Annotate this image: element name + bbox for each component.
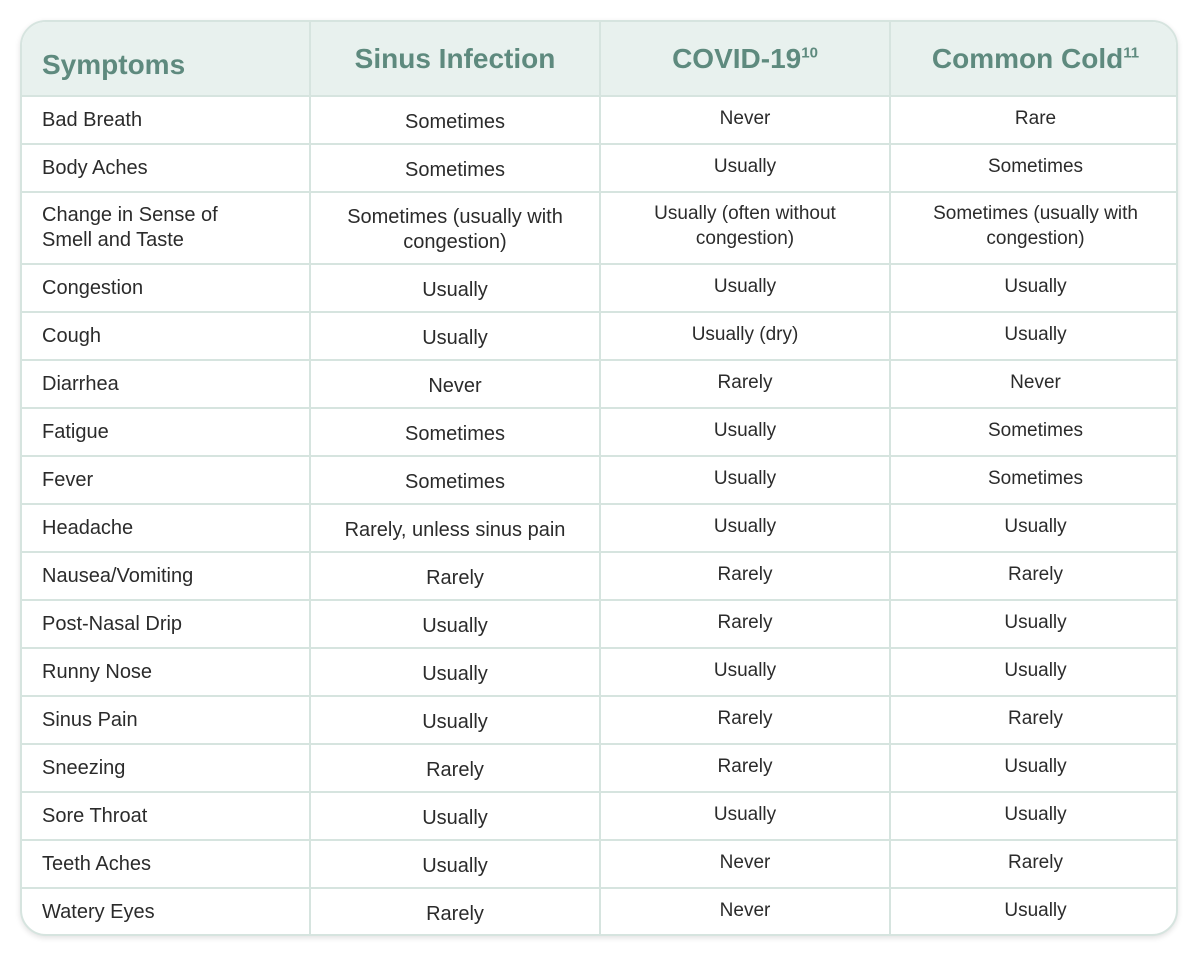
common-cold-cell: Usually [890, 312, 1178, 360]
table-row [22, 552, 1178, 600]
sinus-infection-cell: Usually [310, 840, 600, 888]
covid-cell: Rarely [600, 744, 890, 792]
common-cold-cell: Usually [890, 600, 1178, 648]
covid-cell: Usually [600, 144, 890, 192]
sinus-infection-cell: Usually [310, 264, 600, 312]
covid-cell: Usually (dry) [600, 312, 890, 360]
table-row [22, 792, 1178, 840]
header-cold-label: Common Cold [931, 42, 1124, 74]
sinus-infection-cell: Sometimes [310, 96, 600, 144]
sinus-infection-cell: Never [310, 360, 600, 408]
table-row [22, 96, 1178, 144]
table-row [22, 144, 1178, 192]
sinus-infection-cell: Sometimes [310, 408, 600, 456]
table-row [22, 888, 1178, 936]
header-sinus-infection [310, 22, 600, 96]
table-row [22, 360, 1178, 408]
common-cold-cell: Rarely [890, 552, 1178, 600]
common-cold-cell: Never [890, 360, 1178, 408]
common-cold-cell: Usually [890, 792, 1178, 840]
symptom-cell: Nausea/Vomiting [22, 552, 310, 600]
covid-cell: Usually [600, 792, 890, 840]
symptom-cell: Diarrhea [22, 360, 310, 408]
sinus-infection-cell: Usually [310, 648, 600, 696]
covid-cell: Usually [600, 504, 890, 552]
header-covid [600, 22, 890, 96]
covid-cell: Usually (often without congestion) [600, 192, 890, 264]
table-row [22, 192, 1178, 264]
sinus-infection-cell: Usually [310, 312, 600, 360]
sinus-infection-cell: Rarely [310, 552, 600, 600]
table-row [22, 600, 1178, 648]
covid-cell: Usually [600, 456, 890, 504]
symptom-cell: Bad Breath [22, 96, 310, 144]
covid-cell: Never [600, 888, 890, 936]
table-row [22, 264, 1178, 312]
sinus-infection-cell: Sometimes [310, 456, 600, 504]
sinus-infection-cell: Usually [310, 600, 600, 648]
header-covid-label: COVID-19 [672, 42, 802, 74]
sinus-infection-cell: Usually [310, 792, 600, 840]
table-row [22, 408, 1178, 456]
common-cold-cell: Usually [890, 648, 1178, 696]
symptom-cell: Cough [22, 312, 310, 360]
cold-reference: 11 [1123, 44, 1140, 62]
sinus-infection-cell: Rarely [310, 888, 600, 936]
header-row [22, 22, 1178, 96]
covid-cell: Rarely [600, 360, 890, 408]
symptom-cell: Fever [22, 456, 310, 504]
common-cold-cell: Usually [890, 744, 1178, 792]
table-header [22, 22, 1178, 96]
covid-reference: 10 [801, 44, 818, 62]
covid-cell: Rarely [600, 696, 890, 744]
common-cold-cell: Rare [890, 96, 1178, 144]
symptom-cell: Runny Nose [22, 648, 310, 696]
sinus-infection-cell: Rarely [310, 744, 600, 792]
symptom-cell: Post-Nasal Drip [22, 600, 310, 648]
table-row [22, 744, 1178, 792]
symptom-cell: Body Aches [22, 144, 310, 192]
common-cold-cell: Sometimes [890, 144, 1178, 192]
sinus-infection-cell: Sometimes (usually with congestion) [310, 192, 600, 264]
table-row [22, 840, 1178, 888]
common-cold-cell: Rarely [890, 696, 1178, 744]
covid-cell: Usually [600, 648, 890, 696]
header-symptoms [22, 22, 310, 96]
symptom-comparison-table [22, 22, 1178, 936]
symptom-cell: Sneezing [22, 744, 310, 792]
symptom-comparison-card [20, 20, 1178, 936]
common-cold-cell: Usually [890, 504, 1178, 552]
header-symptoms-label: Symptoms [42, 48, 186, 80]
header-common-cold [890, 22, 1178, 96]
symptom-cell: Teeth Aches [22, 840, 310, 888]
covid-cell: Rarely [600, 552, 890, 600]
symptom-cell: Fatigue [22, 408, 310, 456]
table-row [22, 696, 1178, 744]
covid-cell: Never [600, 840, 890, 888]
common-cold-cell: Sometimes [890, 408, 1178, 456]
common-cold-cell: Rarely [890, 840, 1178, 888]
common-cold-cell: Usually [890, 264, 1178, 312]
covid-cell: Usually [600, 264, 890, 312]
common-cold-cell: Sometimes [890, 456, 1178, 504]
covid-cell: Rarely [600, 600, 890, 648]
symptom-cell: Watery Eyes [22, 888, 310, 936]
header-sinus-label: Sinus Infection [354, 42, 556, 74]
symptom-cell: Sore Throat [22, 792, 310, 840]
table-row [22, 648, 1178, 696]
sinus-infection-cell: Sometimes [310, 144, 600, 192]
table-row [22, 504, 1178, 552]
symptom-cell: Change in Sense of Smell and Taste [22, 192, 310, 264]
symptom-cell: Sinus Pain [22, 696, 310, 744]
symptom-cell: Headache [22, 504, 310, 552]
covid-cell: Never [600, 96, 890, 144]
common-cold-cell: Usually [1004, 900, 1067, 921]
sinus-infection-cell: Usually [310, 696, 600, 744]
table-body [22, 96, 1178, 936]
sinus-infection-cell: Rarely, unless sinus pain [310, 504, 600, 552]
table-row [22, 312, 1178, 360]
symptom-cell: Congestion [22, 264, 310, 312]
table-row [22, 456, 1178, 504]
common-cold-cell: Sometimes (usually with congestion) [890, 192, 1178, 264]
covid-cell: Usually [600, 408, 890, 456]
